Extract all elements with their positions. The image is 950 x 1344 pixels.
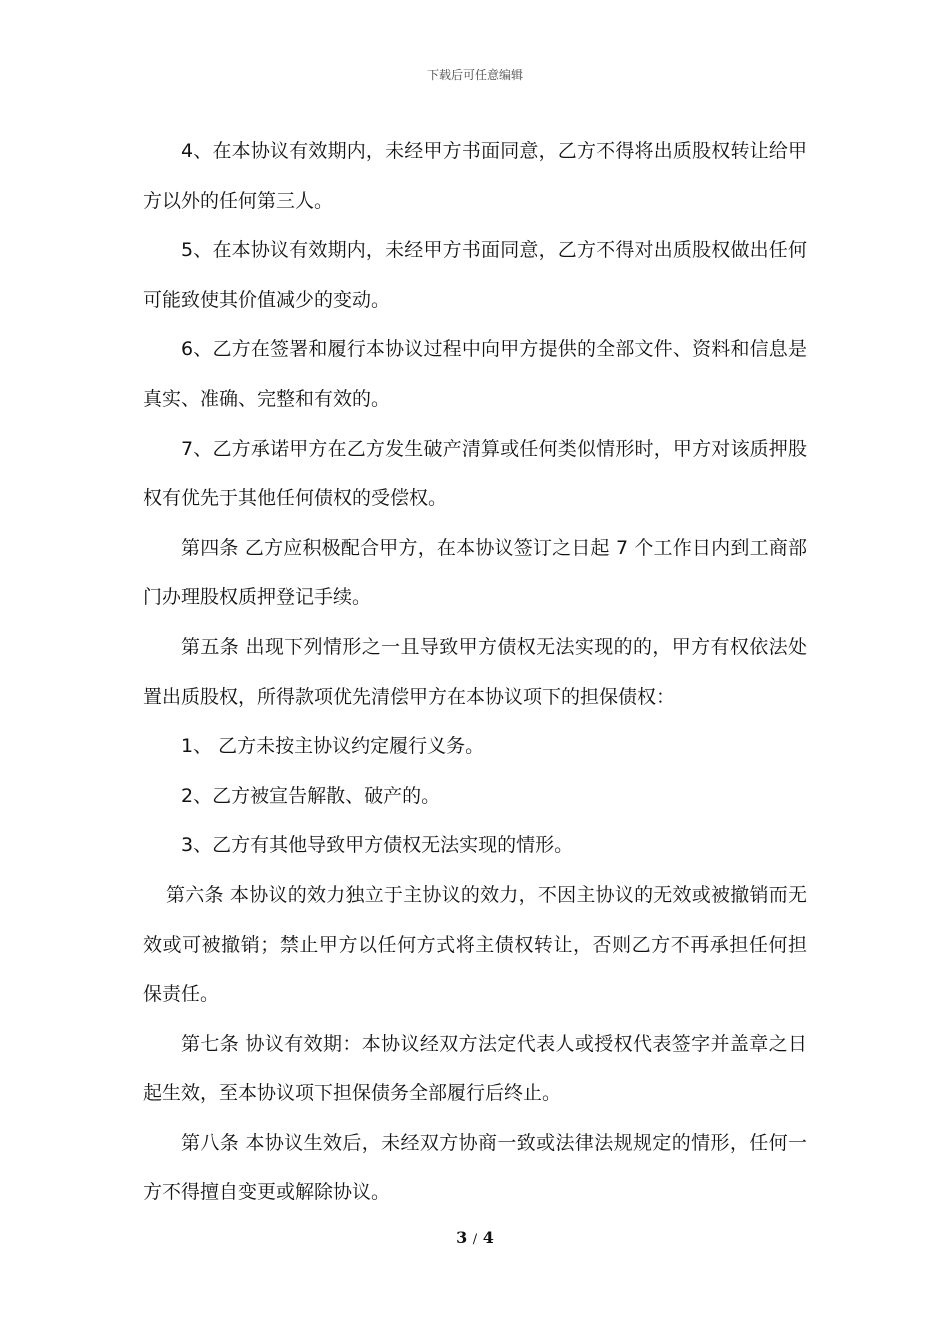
list-item: 3、乙方有其他导致甲方债权无法实现的情形。 bbox=[181, 834, 574, 857]
clause-paragraph: 5、在本协议有效期内，未经甲方书面同意，乙方不得对出质股权做出任何可能致使其价值减少的变动。 bbox=[143, 239, 807, 311]
clause-paragraph: 6、乙方在签署和履行本协议过程中向甲方提供的全部文件、资料和信息是真实、准确、完整和有效的。 bbox=[143, 338, 807, 410]
page-number bbox=[0, 1228, 950, 1247]
article-paragraph: 第八条 本协议生效后，未经双方协商一致或法律法规规定的情形，任何一方不得擅自变更或解除协议。 bbox=[143, 1131, 807, 1204]
current-page: 3 bbox=[456, 1228, 468, 1247]
clause-paragraph: 4、在本协议有效期内，未经甲方书面同意，乙方不得将出质股权转让给甲方以外的任何第三人。 bbox=[143, 140, 807, 212]
page-separator: / bbox=[472, 1232, 478, 1247]
article-paragraph: 第六条 本协议的效力独立于主协议的效力，不因主协议的无效或被撤销而无效或可被撤销；禁止甲方以任何方式将主债权转让，否则乙方不再承担任何担保责任。 bbox=[143, 883, 807, 1006]
list-item: 1、 乙方未按主协议约定履行义务。 bbox=[181, 735, 485, 758]
list-item: 2、乙方被宣告解散、破产的。 bbox=[181, 784, 441, 807]
article-paragraph: 第七条 协议有效期：本协议经双方法定代表人或授权代表签字并盖章之日起生效，至本协议项下担保债务全部履行后终止。 bbox=[143, 1032, 807, 1105]
clause-paragraph: 7、乙方承诺甲方在乙方发生破产清算或任何类似情形时，甲方对该质押股权有优先于其他任何债权的受偿权。 bbox=[143, 437, 807, 510]
article-paragraph: 第四条 乙方应积极配合甲方，在本协议签订之日起 7 个工作日内到工商部门办理股权质押登记手续。 bbox=[143, 536, 807, 609]
document-body bbox=[143, 127, 807, 1218]
total-pages: 4 bbox=[482, 1228, 494, 1247]
article-paragraph: 第五条 出现下列情形之一且导致甲方债权无法实现的的，甲方有权依法处置出质股权，所得款项优先清偿甲方在本协议项下的担保债权： bbox=[143, 635, 807, 708]
download-editable-note: 下载后可任意编辑 bbox=[426, 68, 523, 82]
